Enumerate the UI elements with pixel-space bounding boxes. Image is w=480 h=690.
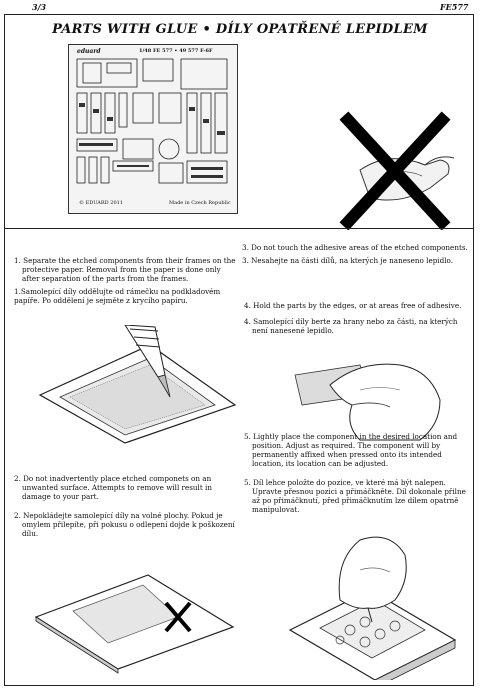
step-3-cz: 3. Nesahejte na části dílů, na kterých je naneseno lepidlo. bbox=[242, 256, 453, 265]
no-touch-x-icon bbox=[330, 110, 460, 230]
hand-holding-part-illustration bbox=[290, 345, 450, 445]
page-title: PARTS WITH GLUE • DÍLY OPATŘENÉ LEPIDLEM bbox=[52, 22, 428, 37]
fret-copyright: © EDUARD 2011 bbox=[79, 200, 124, 206]
step-5-en: 5. Lightly place the component in the desired location and position. Adjust as required. The component will by permanently affixed when pressed onto its intended location, its location can be adjusted. bbox=[244, 432, 458, 468]
fret-sheet-illustration bbox=[68, 44, 238, 214]
step-5-cz: 5. Díl lehce položte do pozice, ve které má být nalepen. Upravte přesnou pozici a přimáčkněte. Díl dokonale přilne až po přimáčknutí, před přimáčknutím lze dílem opatrně manipulovat. bbox=[244, 478, 466, 514]
step-4-en: 4. Hold the parts by the edges, or at areas free of adhesive. bbox=[244, 301, 462, 310]
section-divider bbox=[5, 228, 473, 229]
step-2-en: 2. Do not inadvertently place etched componets on an unwanted surface. Attempts to remove will result in damage to your part. bbox=[14, 474, 212, 501]
step-2-cz: 2. Nepokládejte samolepící díly na volné plochy. Pokud je omylem přilepíte, při pokusu o odlepení dojde k poškození dílu. bbox=[14, 511, 235, 538]
fret-code: 1/48 FE 577 • 49 577 F-6F bbox=[139, 48, 213, 54]
step-4-cz: 4. Samolepící díly berte za hrany nebo za části, na kterých není nanesené lepidlo. bbox=[244, 317, 458, 335]
fret-made-in: Made in Czech Republic bbox=[169, 200, 231, 206]
fret-parts-drawing bbox=[73, 57, 233, 197]
knife-cutting-illustration bbox=[30, 325, 240, 445]
step-1-en: 1. Separate the etched components from their frames on the protective paper. Removal from the paper is done only after separation of the parts from the frames. bbox=[14, 256, 236, 283]
step-3-en: 3. Do not touch the adhesive areas of the etched components. bbox=[242, 243, 468, 252]
fret-brand: eduard bbox=[77, 48, 101, 55]
page-number: 3/3 bbox=[32, 2, 47, 12]
step-1-cz: 1.Samolepící díly oddělujte od rámečku na podkladovém papíře. Po oddělení je sejměte z krycího papíru. bbox=[14, 287, 221, 305]
hand-pressing-part-illustration bbox=[280, 530, 460, 680]
doc-code: FE577 bbox=[440, 2, 469, 12]
wrong-surface-x-icon bbox=[28, 555, 238, 675]
